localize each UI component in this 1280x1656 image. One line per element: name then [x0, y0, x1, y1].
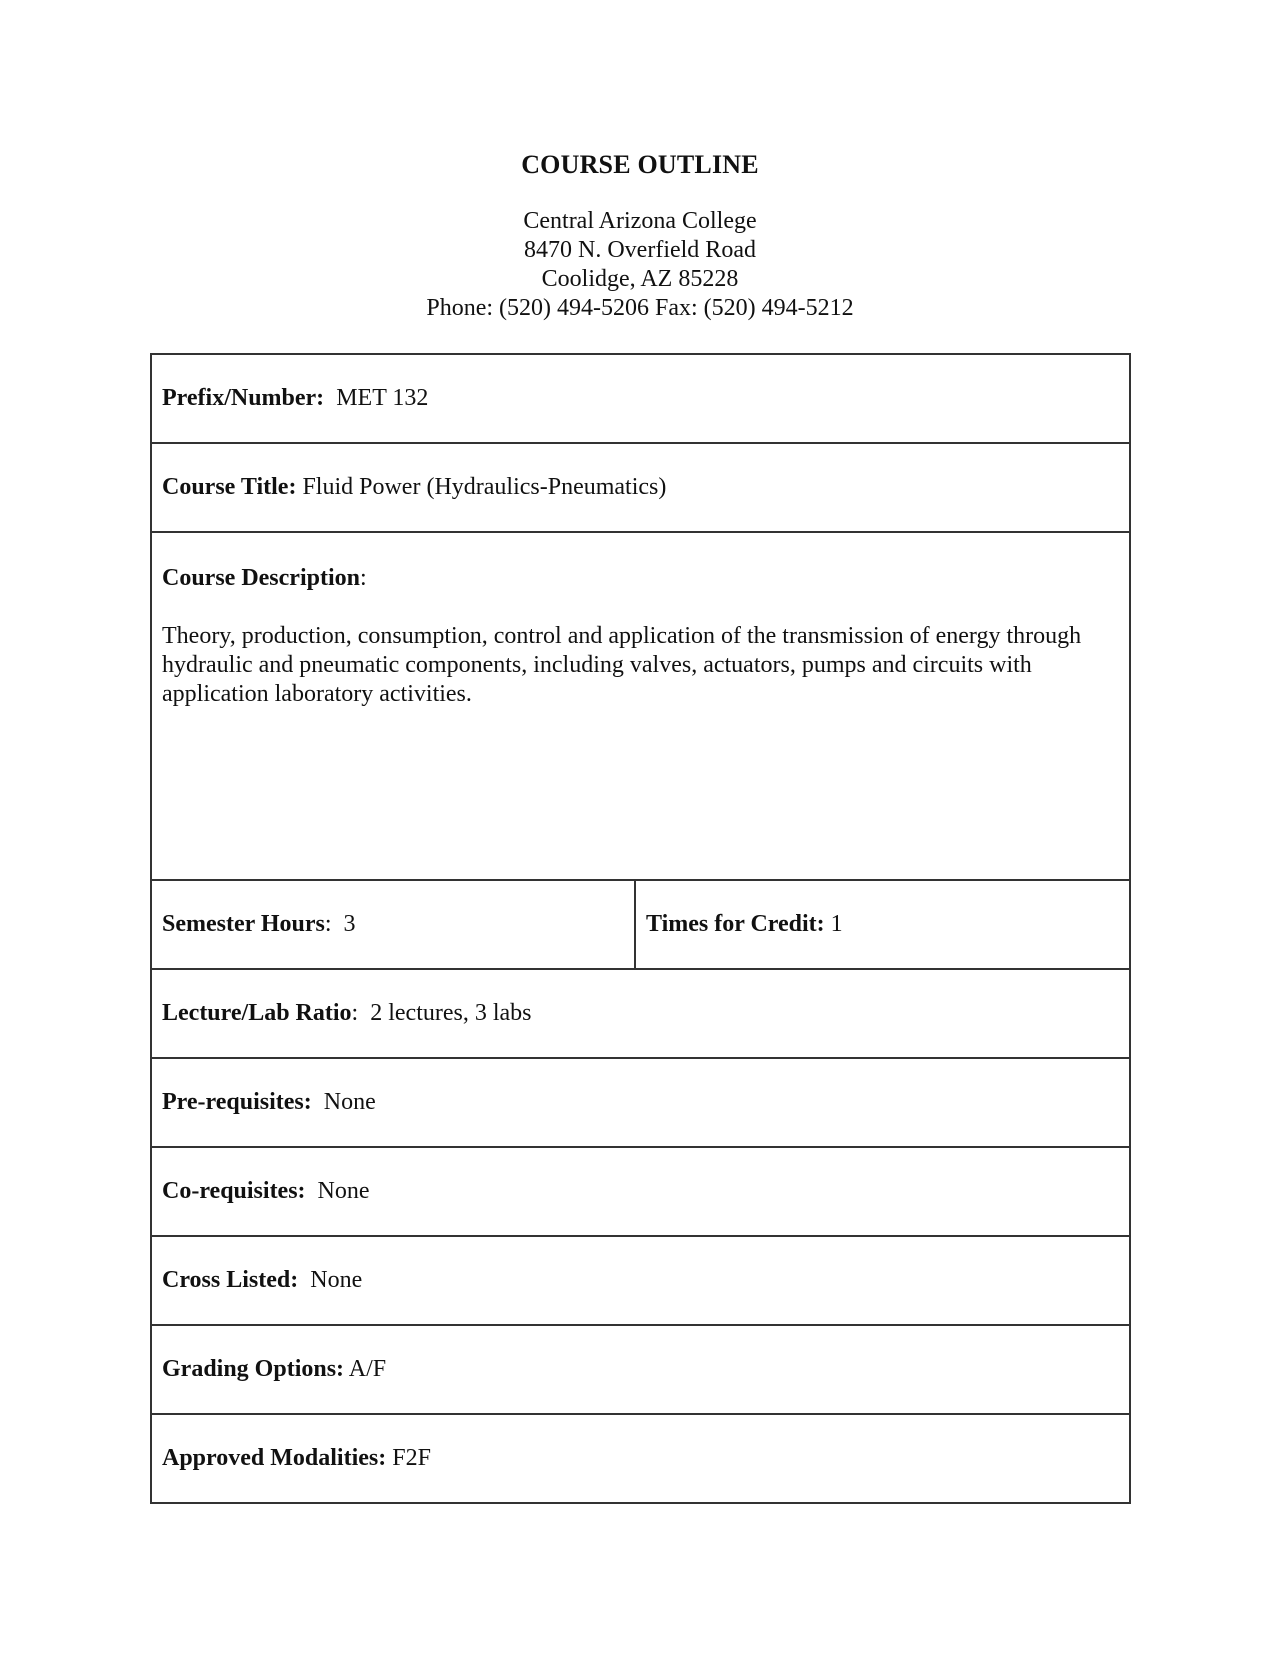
label-colon: :	[351, 1000, 359, 1026]
table-row	[151, 1325, 1130, 1414]
prerequisites-value: None	[323, 1089, 376, 1115]
field-label: Approved Modalities:	[162, 1445, 387, 1471]
field-label: Pre-requisites:	[162, 1089, 312, 1115]
grading-options-value: A/F	[348, 1356, 387, 1382]
table-row	[151, 443, 1130, 532]
field-label: Semester Hours	[162, 911, 325, 937]
table-row	[151, 1147, 1130, 1236]
page-title: COURSE OUTLINE	[521, 150, 759, 179]
grading-options-cell	[151, 1325, 1130, 1414]
cross-listed-cell	[151, 1236, 1130, 1325]
course-title-value: Fluid Power (Hydraulics-Pneumatics)	[302, 474, 667, 500]
field-label: Course Description	[162, 565, 360, 591]
field-label: Times for Credit:	[646, 911, 825, 937]
table-row	[151, 532, 1130, 880]
prefix-number-value: MET 132	[336, 385, 429, 411]
label-colon: :	[324, 911, 332, 937]
corequisites-cell	[151, 1147, 1130, 1236]
college-address-block	[0, 207, 1280, 323]
table-row	[151, 1236, 1130, 1325]
approved-modalities-cell	[151, 1414, 1130, 1503]
field-label: Co-requisites:	[162, 1178, 306, 1204]
street-address: 8470 N. Overfield Road	[524, 237, 756, 263]
field-label: Lecture/Lab Ratio	[162, 1000, 352, 1026]
cross-listed-value: None	[310, 1267, 363, 1293]
city-state-zip: Coolidge, AZ 85228	[541, 266, 739, 292]
semester-hours-cell	[151, 880, 635, 969]
label-colon: :	[359, 565, 367, 591]
prerequisites-cell	[151, 1058, 1130, 1147]
lecture-lab-ratio-value: 2 lectures, 3 labs	[370, 1000, 532, 1026]
course-description-text: Theory, production, consumption, control and application of the transmission of energy through hydraulic and pneumatic components, including valves, actuators, pumps and circuits with application laboratory activities.	[162, 623, 1082, 707]
field-label: Cross Listed:	[162, 1267, 299, 1293]
table-row	[151, 969, 1130, 1058]
table-row	[151, 1414, 1130, 1503]
field-label: Prefix/Number:	[162, 385, 325, 411]
phone-fax: Phone: (520) 494-5206 Fax: (520) 494-5212	[426, 295, 854, 321]
field-label: Grading Options:	[162, 1356, 345, 1382]
semester-hours-value: 3	[343, 911, 356, 937]
table-row	[151, 1058, 1130, 1147]
prefix-number-cell	[151, 354, 1130, 443]
times-for-credit-value: 1	[830, 911, 843, 937]
college-name: Central Arizona College	[523, 208, 757, 234]
course-description-cell	[151, 532, 1130, 880]
course-description-heading	[162, 565, 1119, 592]
table-row	[151, 880, 1130, 969]
course-info-table	[150, 353, 1131, 1504]
approved-modalities-value: F2F	[392, 1445, 431, 1471]
course-title-cell	[151, 443, 1130, 532]
corequisites-value: None	[317, 1178, 370, 1204]
table-row	[151, 354, 1130, 443]
lecture-lab-ratio-cell	[151, 969, 1130, 1058]
field-label: Course Title:	[162, 474, 297, 500]
times-for-credit-cell	[635, 880, 1130, 969]
